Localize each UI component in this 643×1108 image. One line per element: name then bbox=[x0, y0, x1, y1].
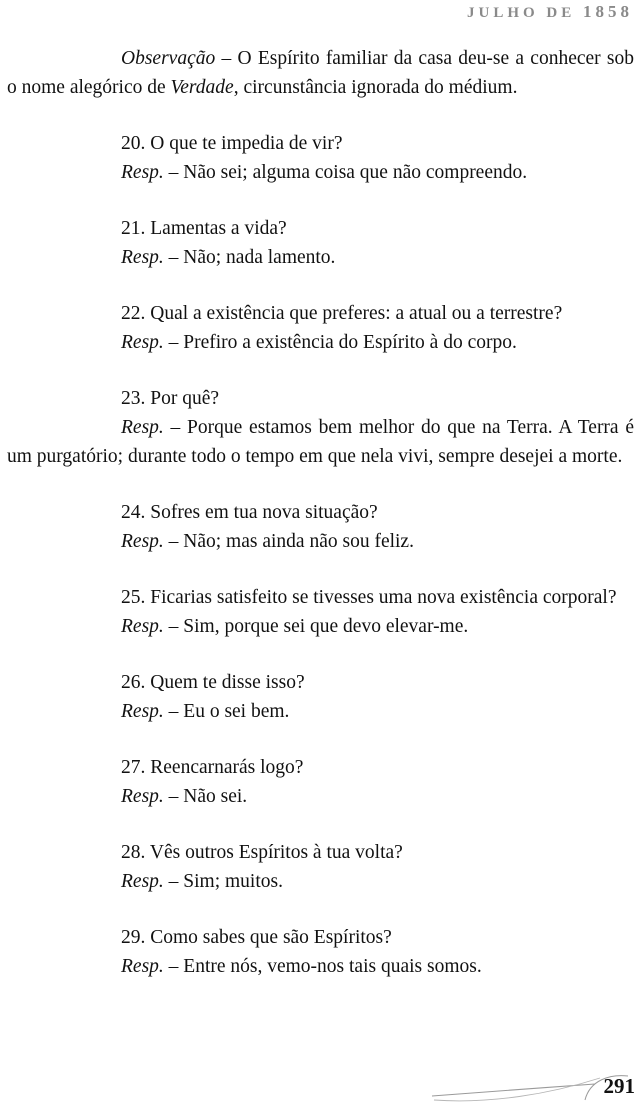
question-24: 24. Sofres em tua nova situação? bbox=[121, 502, 378, 523]
answer-text: – Eu o sei bem. bbox=[163, 701, 290, 722]
question-26: 26. Quem te disse isso? bbox=[121, 672, 305, 693]
answer-21 bbox=[7, 243, 634, 272]
resp-label: Resp. bbox=[121, 786, 164, 807]
resp-label: Resp. bbox=[121, 871, 164, 892]
answer-28 bbox=[7, 867, 634, 896]
answer-23 bbox=[7, 413, 634, 471]
answer-text: – Porque estamos bem melhor do que na Terra. A Terra é um purgatório; durante todo o tempo em que nela vivi, sempre desejei a morte. bbox=[7, 417, 634, 467]
answer-27 bbox=[7, 782, 634, 811]
page-body bbox=[7, 44, 634, 981]
question-29: 29. Como sabes que são Espíritos? bbox=[121, 927, 392, 948]
answer-text: – Não; mas ainda não sou feliz. bbox=[163, 531, 414, 552]
answer-text: – Não sei. bbox=[163, 786, 248, 807]
question-27: 27. Reencarnarás logo? bbox=[121, 757, 304, 778]
answer-text: – Não sei; alguma coisa que não compreendo. bbox=[163, 162, 528, 183]
resp-label: Resp. bbox=[121, 616, 164, 637]
resp-label: Resp. bbox=[121, 417, 164, 438]
answer-text: – Sim, porque sei que devo elevar-me. bbox=[163, 616, 469, 637]
answer-text: – Prefiro a existência do Espírito à do corpo. bbox=[163, 332, 517, 353]
resp-label: Resp. bbox=[121, 956, 164, 977]
question-21: 21. Lamentas a vida? bbox=[121, 218, 287, 239]
answer-22 bbox=[7, 328, 634, 357]
resp-label: Resp. bbox=[121, 162, 164, 183]
answer-29 bbox=[7, 952, 634, 981]
observation-text-after: , circunstância ignorada do médium. bbox=[233, 77, 518, 98]
observation-paragraph bbox=[7, 44, 634, 102]
question-20: 20. O que te impedia de vir? bbox=[121, 133, 343, 154]
question-22: 22. Qual a existência que preferes: a atual ou a terrestre? bbox=[121, 303, 563, 324]
question-28: 28. Vês outros Espíritos à tua volta? bbox=[121, 842, 403, 863]
question-23: 23. Por quê? bbox=[121, 388, 220, 409]
observation-label: Observação bbox=[121, 48, 216, 69]
running-head bbox=[467, 2, 633, 22]
resp-label: Resp. bbox=[121, 531, 164, 552]
footer-swoosh-ornament bbox=[430, 1070, 630, 1108]
answer-25 bbox=[7, 612, 634, 641]
observation-italic-word: Verdade bbox=[170, 77, 234, 98]
page-number: 291 bbox=[603, 1074, 635, 1098]
answer-text: – Entre nós, vemo-nos tais quais somos. bbox=[163, 956, 482, 977]
answer-26 bbox=[7, 697, 634, 726]
answer-24 bbox=[7, 527, 634, 556]
resp-label: Resp. bbox=[121, 332, 164, 353]
answer-text: – Sim; muitos. bbox=[163, 871, 283, 892]
answer-text: – Não; nada lamento. bbox=[163, 247, 336, 268]
running-title: JULHO DE bbox=[466, 5, 576, 21]
question-25: 25. Ficarias satisfeito se tivesses uma nova existência corporal? bbox=[121, 587, 617, 608]
running-year: 1858 bbox=[583, 2, 633, 21]
resp-label: Resp. bbox=[121, 701, 164, 722]
answer-20 bbox=[7, 158, 634, 187]
observation-text-before: – O Espírito familiar da casa deu-se a conhecer sob o nome alegórico de bbox=[7, 48, 634, 98]
resp-label: Resp. bbox=[121, 247, 164, 268]
